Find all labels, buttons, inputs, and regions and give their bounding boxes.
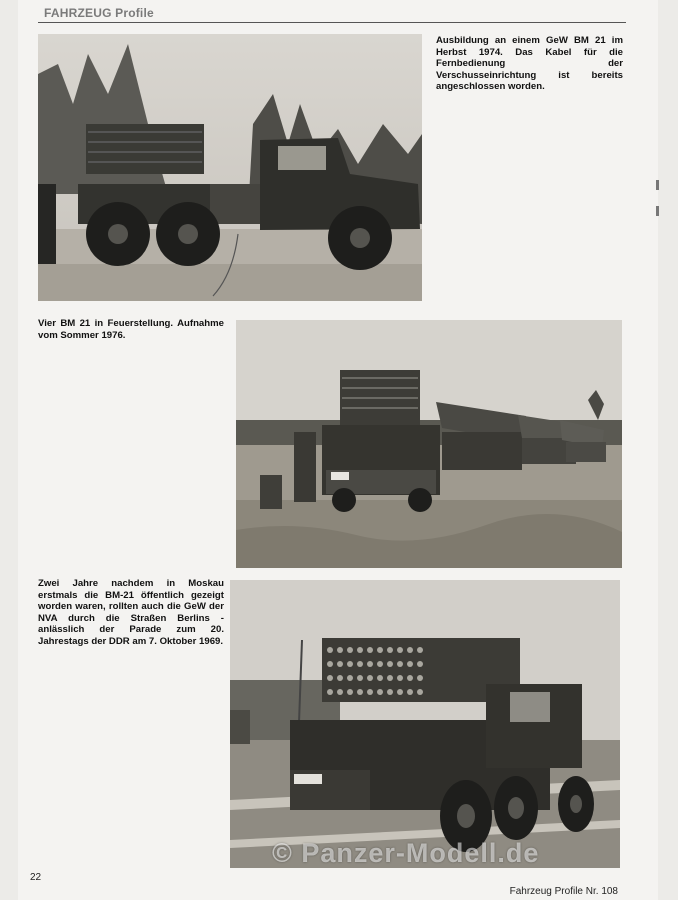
caption-photo-3: Zwei Jahre nachdem in Moskau erstmals die BM-21 öffentlich gezeigt worden waren, rollten auch die GeW der NVA durch die Straßen Berlins - anlässlich der Parade zum 20. Jahrestags der DDR am 7. Oktober 1969. [38,578,224,647]
page-edge-mark [656,206,659,216]
header-rule [38,22,626,23]
page-edge-mark [656,180,659,190]
caption-photo-1: Ausbildung an einem GeW BM 21 im Herbst 1974. Das Kabel für die Fernbedienung der Verschusseinrichtung ist bereits angeschlossen worden. [436,35,623,93]
photo-four-bm21-firing-position [236,320,622,568]
photo-parade-berlin-1969 [230,580,620,868]
footer-series-title: Fahrzeug Profile Nr. 108 [509,886,618,897]
running-header: FAHRZEUG Profile [44,6,154,20]
page-number: 22 [30,872,42,883]
watermark: © Panzer-Modell.de [272,838,540,868]
photo-truck-training-1974 [38,34,422,301]
caption-photo-2: Vier BM 21 in Feuerstellung. Aufnahme vom Sommer 1976. [38,318,224,341]
